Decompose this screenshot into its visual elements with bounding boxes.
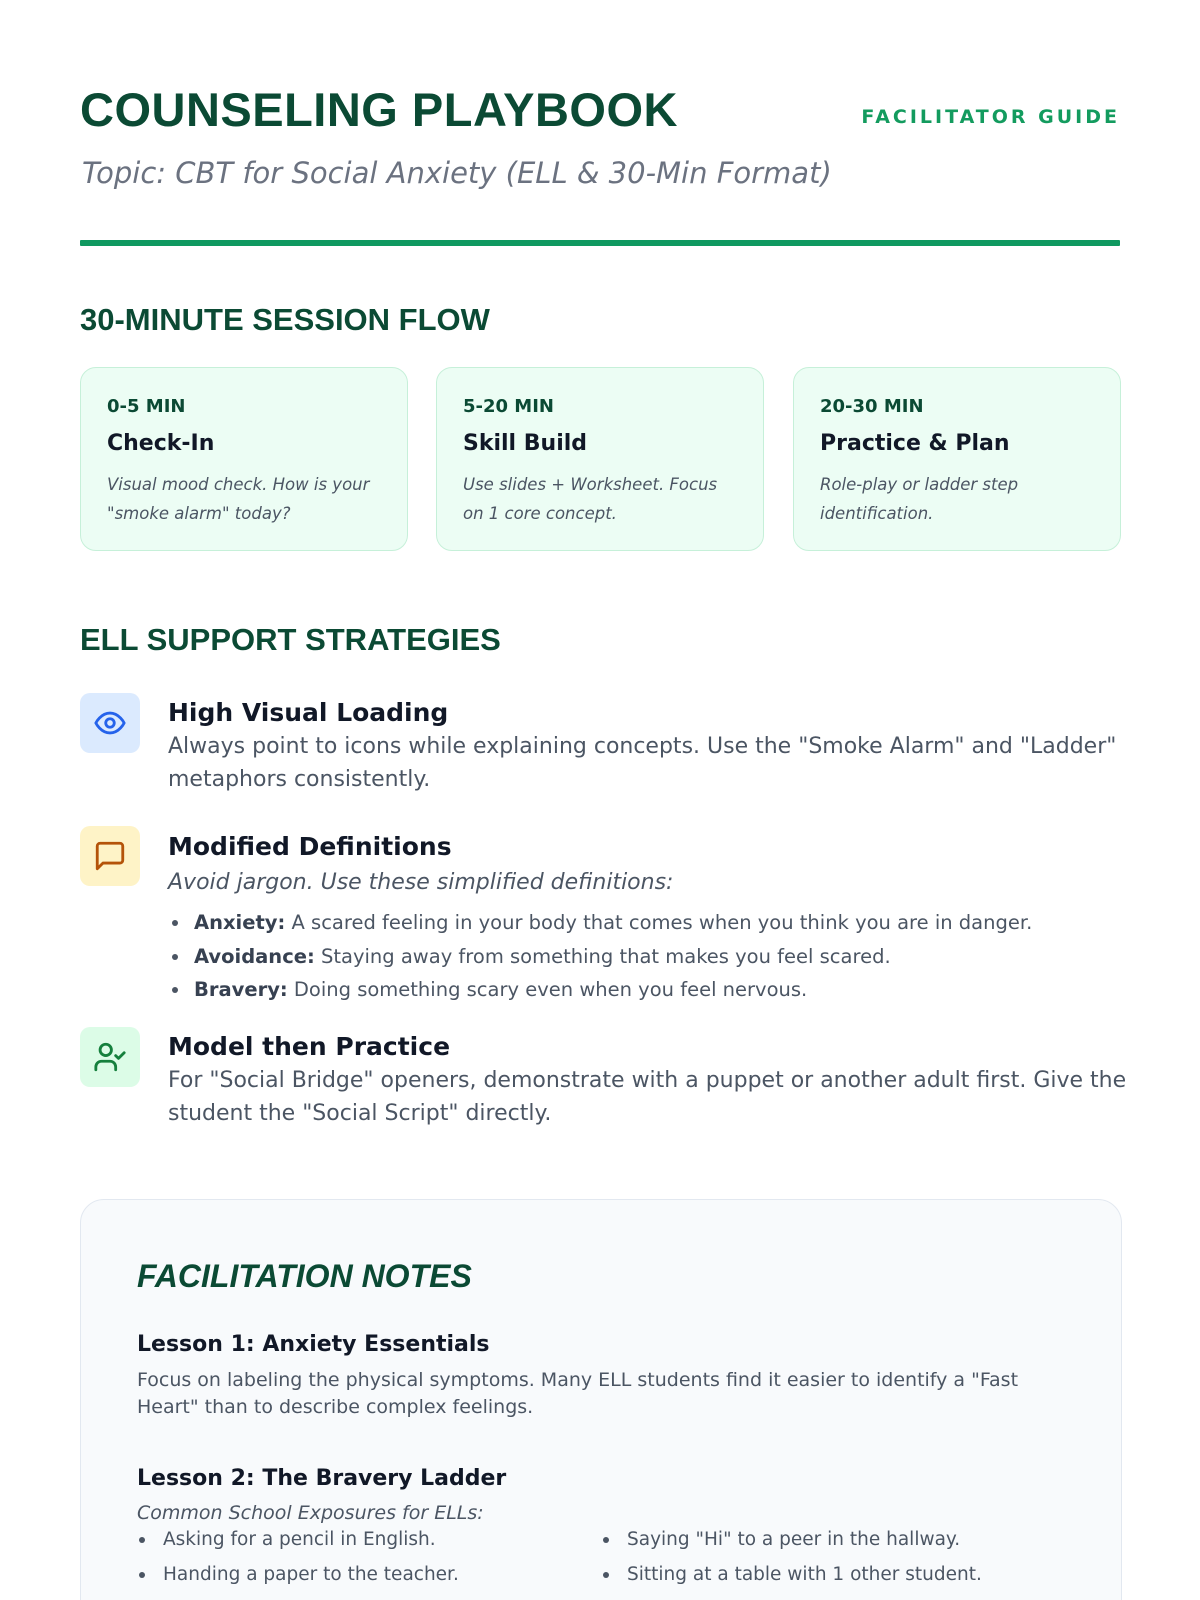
ell-support-title: ELL SUPPORT STRATEGIES (80, 622, 501, 657)
list-item: Sitting at a table with 1 other student. (601, 1557, 982, 1592)
strategy-body: For "Social Bridge" openers, demonstrate with a puppet or another adult first. Give the student the "Social Script" directly. (168, 1068, 1127, 1126)
strategy-modified-definitions (168, 830, 1128, 1007)
strategy-heading: Modified Definitions (168, 832, 452, 861)
facilitation-notes-panel (80, 1199, 1122, 1600)
page-title: COUNSELING PLAYBOOK (80, 83, 678, 136)
flow-card-time: 20-30 MIN (820, 396, 924, 417)
definition-term: Avoidance: (194, 944, 315, 968)
flow-card-time: 5-20 MIN (463, 396, 554, 417)
list-item: Saying "Hi" to a peer in the hallway. (601, 1522, 982, 1557)
flow-card-name: Skill Build (463, 431, 588, 456)
strategy-body: Always point to icons while explaining concepts. Use the "Smoke Alarm" and "Ladder" metaphors consistently. (168, 734, 1117, 792)
definition-item (168, 906, 1128, 940)
exposure-list-left (137, 1522, 459, 1592)
flow-card-skill-build (436, 367, 764, 551)
definition-item (168, 973, 1128, 1007)
page-subtitle: Topic: CBT for Social Anxiety (ELL & 30-Min Format) (82, 156, 832, 190)
definition-item (168, 940, 1128, 974)
message-square-icon (80, 826, 140, 886)
flow-card-practice-plan (793, 367, 1121, 551)
definition-list (168, 906, 1128, 1007)
definition-text: A scared feeling in your body that comes when you think you are in danger. (285, 911, 1033, 934)
header-divider (80, 240, 1120, 246)
strategy-model-then-practice (168, 1030, 1128, 1130)
flow-card-name: Check-In (107, 431, 215, 456)
definition-text: Staying away from something that makes you feel scared. (314, 944, 891, 968)
flow-card-description: Role-play or ladder step identification. (820, 475, 1019, 523)
flow-card-name: Practice & Plan (820, 431, 1010, 456)
list-item: Asking for a pencil in English. (137, 1522, 459, 1557)
lesson-heading: Lesson 1: Anxiety Essentials (137, 1332, 490, 1357)
page-header (80, 78, 1120, 138)
flow-card-description: Visual mood check. How is your "smoke alarm" today? (107, 475, 370, 523)
flow-card-check-in (80, 367, 408, 551)
flow-card-time: 0-5 MIN (107, 396, 186, 417)
strategy-heading: High Visual Loading (168, 698, 449, 727)
facilitation-notes-title: FACILITATION NOTES (137, 1258, 472, 1294)
strategy-high-visual-loading (168, 696, 1128, 796)
definition-text: Doing something scary even when you feel nervous. (287, 978, 808, 1001)
lesson-body: Focus on labeling the physical symptoms. Many ELL students find it easier to identify a "Fast Heart" than to describe complex feelings. (137, 1369, 1019, 1418)
definition-term: Anxiety: (194, 911, 286, 934)
session-flow-title: 30-MINUTE SESSION FLOW (80, 302, 490, 337)
eye-icon (80, 693, 140, 753)
lesson-subheading: Common School Exposures for ELLs: (137, 1502, 484, 1524)
list-item: Handing a paper to the teacher. (137, 1557, 459, 1592)
lesson-heading: Lesson 2: The Bravery Ladder (137, 1466, 507, 1491)
exposure-list-right (601, 1522, 982, 1592)
user-check-icon (80, 1027, 140, 1087)
strategy-heading: Model then Practice (168, 1032, 451, 1061)
facilitator-guide-label: FACILITATOR GUIDE (861, 106, 1120, 128)
strategy-intro: Avoid jargon. Use these simplified definitions: (168, 870, 674, 895)
flow-card-description: Use slides + Worksheet. Focus on 1 core concept. (463, 475, 718, 523)
definition-term: Bravery: (194, 978, 288, 1001)
